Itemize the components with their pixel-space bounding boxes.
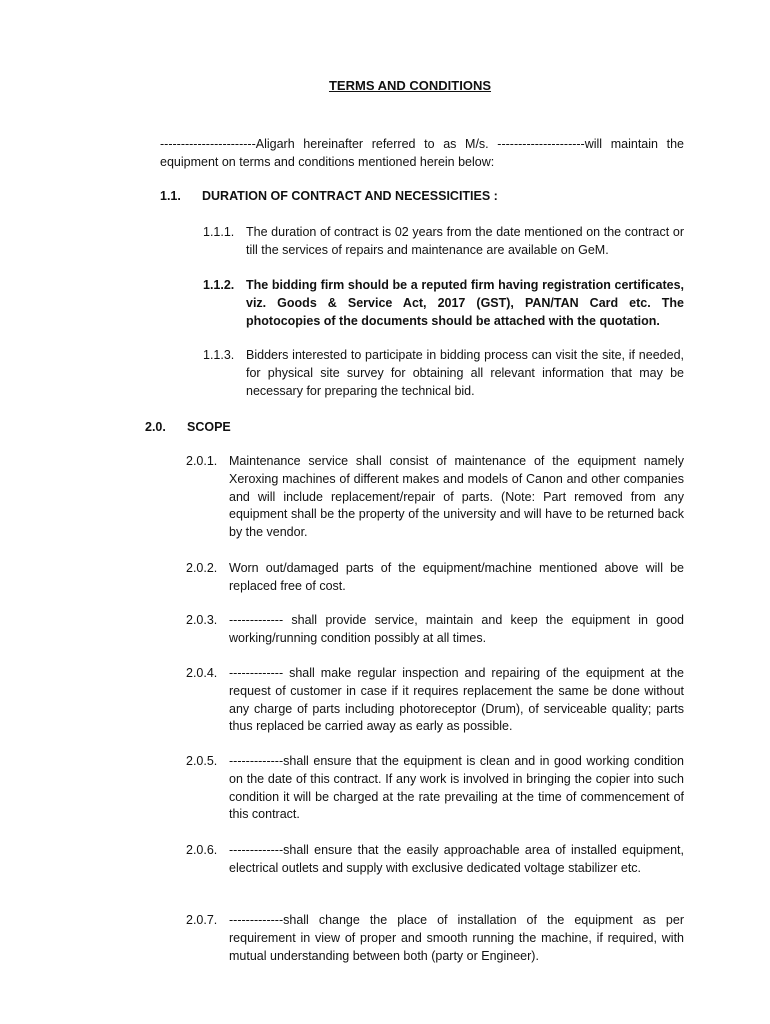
clause-number: 2.0.1. xyxy=(186,454,218,468)
clause-text: Worn out/damaged parts of the equipment/machine mentioned above will be replaced free of cost. xyxy=(229,561,684,593)
clause-number: 1.1.3. xyxy=(203,348,235,362)
clause-text: -------------shall change the place of installation of the equipment as per requirement in view of proper and smooth running the machine, if required, with mutual understanding between both (party or Engineer). xyxy=(229,913,684,963)
clause-1-1-3 xyxy=(203,347,684,400)
clause-2-0-3 xyxy=(186,612,684,648)
intro-paragraph: -----------------------Aligarh hereinafter referred to as M/s. ---------------------will maintain the equipment on terms and conditions mentioned herein below: xyxy=(160,137,684,169)
clause-2-0-7 xyxy=(186,912,684,965)
clause-number: 2.0.4. xyxy=(186,666,218,680)
section-2-number: 2.0. xyxy=(145,420,166,434)
clause-text: Bidders interested to participate in bidding process can visit the site, if needed, for physical site survey for obtaining all relevant information that may be necessary for preparing the technical bid. xyxy=(246,348,684,398)
clause-text: The duration of contract is 02 years from the date mentioned on the contract or till the services of repairs and maintenance are available on GeM. xyxy=(246,225,684,257)
clause-text: -------------shall ensure that the equipment is clean and in good working condition on the date of this contract. If any work is involved in bringing the copier into such condition it will be charged at the rate prevailing at the time of commencement of this contract. xyxy=(229,754,684,822)
clause-2-0-4 xyxy=(186,665,684,736)
clause-2-0-1 xyxy=(186,453,684,542)
clause-1-1-2 xyxy=(203,277,684,330)
section-1-title: DURATION OF CONTRACT AND NECESSICITIES : xyxy=(202,189,498,203)
clause-1-1-1 xyxy=(203,224,684,260)
clause-2-0-2 xyxy=(186,560,684,596)
section-2-heading xyxy=(145,419,231,437)
clause-number: 1.1.1. xyxy=(203,225,235,239)
clause-2-0-5 xyxy=(186,753,684,824)
clause-number: 2.0.3. xyxy=(186,613,218,627)
clause-text: -------------shall ensure that the easily approachable area of installed equipment, electrical outlets and supply with exclusive dedicated voltage stabilizer etc. xyxy=(229,843,684,875)
clause-text: Maintenance service shall consist of maintenance of the equipment namely Xeroxing machines of different makes and models of Canon and other companies and will include replacement/repair of parts. (Note: Part removed from any equipment shall be the property of the university and will have to be returned back by the vendor. xyxy=(229,454,684,540)
clause-number: 1.1.2. xyxy=(203,278,235,292)
section-2-title: SCOPE xyxy=(187,420,231,434)
clause-number: 2.0.6. xyxy=(186,843,218,857)
document-title: TERMS AND CONDITIONS xyxy=(328,78,492,93)
clause-text: ------------- shall make regular inspection and repairing of the equipment at the request of customer in case if it requires replacement the same be done without any charge of parts including photoreceptor (Drum), of serviceable quality; parts thus replaced be carried away as early as possible. xyxy=(229,666,684,734)
clause-number: 2.0.2. xyxy=(186,561,218,575)
section-1-number: 1.1. xyxy=(160,189,181,203)
clause-text: ------------- shall provide service, maintain and keep the equipment in good working/running condition possibly at all times. xyxy=(229,613,684,645)
clause-number: 2.0.7. xyxy=(186,913,218,927)
clause-number: 2.0.5. xyxy=(186,754,218,768)
section-1-heading xyxy=(160,188,498,206)
clause-text: The bidding firm should be a reputed firm having registration certificates, viz. Goods & Service Act, 2017 (GST), PAN/TAN Card etc. The photocopies of the documents should be attached with the quotation. xyxy=(246,278,684,328)
clause-2-0-6 xyxy=(186,842,684,878)
